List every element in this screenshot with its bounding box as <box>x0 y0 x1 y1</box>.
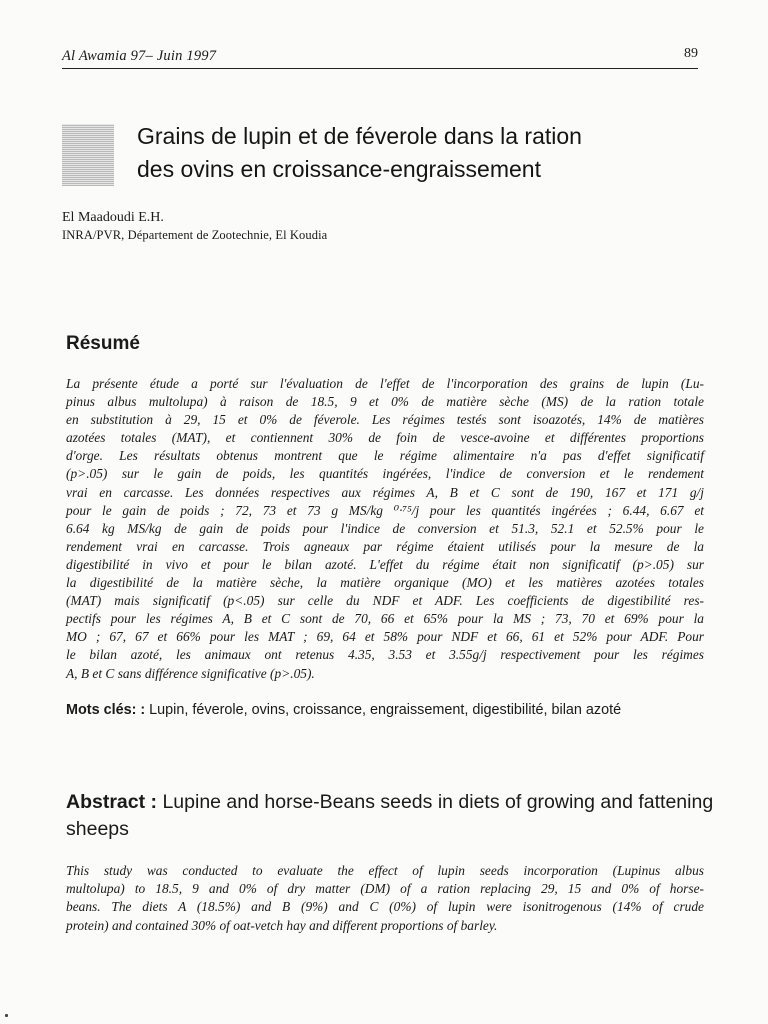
keywords <box>66 702 706 719</box>
resume-line: vrai en carcasse. Les données respectives aux régimes A, B et C sont de 190, 167 et 171 g/j <box>66 484 704 500</box>
resume-line: la digestibilité de la matière sèche, la matière organique (MO) et les matières azotées totales <box>66 575 704 591</box>
title-line: des ovins en croissance-engraissement <box>137 156 541 182</box>
abstract-line: This study was conducted to evaluate the effect of lupin seeds incorporation (Lupinus albus <box>66 863 704 878</box>
resume-line: 6.64 kg MS/kg de gain de poids pour l'indice de conversion et 51.3, 52.1 et 52.5% pour le <box>66 520 704 536</box>
scan-speck <box>5 1014 8 1017</box>
resume-line: MO ; 67, 67 et 66% pour les MAT ; 69, 64 et 58% pour NDF et 66, 61 et 52% pour ADF. Pour <box>66 629 704 645</box>
resume-body <box>66 375 704 683</box>
english-title: Lupine and horse-Beans seeds in diets of growing and fattening sheeps <box>66 791 714 840</box>
resume-line: digestibilité in vivo et pour le bilan azoté. L'effet du régime était non significatif (p>.05) sur <box>66 556 704 572</box>
resume-line: (MAT) mais significatif (p<.05) sur celle du NDF et ADF. Les coefficients de digestibilité res- <box>66 593 704 609</box>
resume-line: La présente étude a porté sur l'évaluation de l'effet de l'incorporation des grains de lupin (Lu- <box>66 376 704 391</box>
abstract-line: multolupa) to 18.5, 9 and 0% of dry matter (DM) of a ration replacing 29, 15 and 0% of horse- <box>66 881 704 897</box>
resume-line: pectifs pour les régimes A, B et C sont de 70, 66 et 65% pour la MS ; 73, 70 et 69% pour la <box>66 611 704 627</box>
abstract-heading <box>66 789 716 843</box>
abstract-line: protein) and contained 30% of oat-vetch hay and different proportions of barley. <box>66 917 498 933</box>
keywords-list: Lupin, féverole, ovins, croissance, engraissement, digestibilité, bilan azoté <box>149 702 622 718</box>
page-number: 89 <box>684 46 698 61</box>
resume-line: A, B et C sans différence significative (p>.05). <box>66 665 315 681</box>
resume-heading: Résumé <box>66 333 140 354</box>
resume-line: (p>.05) sur le gain de poids, les quantités ingérées, l'indice de conversion et le rendement <box>66 466 704 482</box>
author-name: El Maadoudi E.H. <box>62 210 164 225</box>
resume-line: en substitution à 29, 15 et 0% de féverole. Les régimes testés sont isoazotés, 14% de matières <box>66 412 704 428</box>
title-decoration-block <box>62 124 114 186</box>
title-line: Grains de lupin et de féverole dans la ration <box>137 123 582 149</box>
abstract-line: beans. The diets A (18.5%) and B (9%) and C (0%) of lupin were isonitrogenous (14% of crude <box>66 899 704 915</box>
journal-citation: Al Awamia 97– Juin 1997 <box>62 48 217 64</box>
abstract-body <box>66 862 704 935</box>
resume-line: azotées totales (MAT), et contiennent 30% de foin de vesce-avoine et différentes proportions <box>66 430 704 446</box>
resume-line: pour le gain de poids ; 72, 73 et 73 g MS/kg ⁰·⁷⁵/j pour les quantités ingérées ; 6.44, 6.67 et <box>66 502 704 518</box>
author-affiliation: INRA/PVR, Département de Zootechnie, El Koudia <box>62 228 328 242</box>
running-header <box>62 46 698 69</box>
keywords-label: Mots clés: : <box>66 702 146 718</box>
resume-line: le bilan azoté, les animaux ont retenus 4.35, 3.53 et 3.55g/j respectivement pour les régimes <box>66 647 704 663</box>
abstract-label: Abstract : <box>66 791 158 813</box>
resume-line: d'orge. Les résultats obtenus montrent que le régime alimentaire n'a pas d'effet significatif <box>66 448 704 464</box>
resume-line: pinus albus multolupa) à raison de 18.5, 9 et 0% de matière sèche (MS) de la ration totale <box>66 394 704 410</box>
resume-line: rendement vrai en carcasse. Trois agneaux par régime étaient utilisés pour la mesure de la <box>66 538 704 554</box>
article-title <box>137 120 737 186</box>
